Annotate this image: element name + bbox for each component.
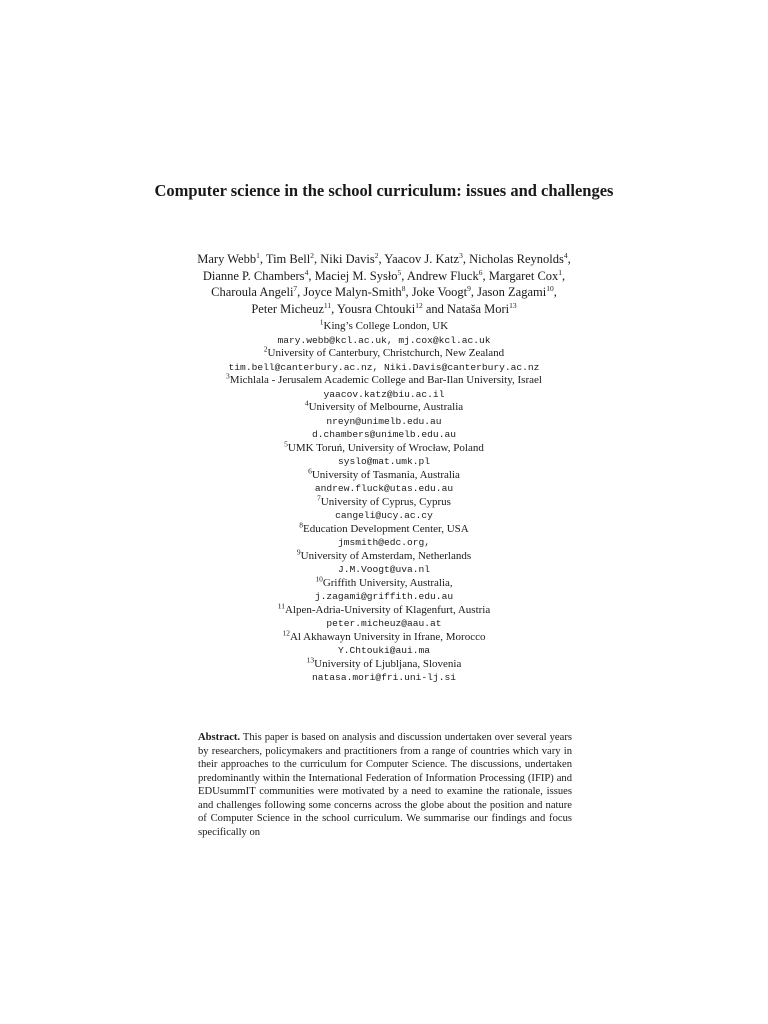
affiliation-line [150, 317, 618, 334]
affiliation-email: peter.micheuz@aau.at [326, 618, 442, 629]
affiliation-email: cangeli@ucy.ac.cy [335, 510, 433, 521]
author-affiliation-marker: 2 [310, 250, 314, 260]
author-name-text: Yaacov J. Katz [384, 252, 460, 266]
affiliation-marker: 8 [299, 519, 303, 529]
author-affiliation-marker: 13 [509, 300, 517, 310]
affiliation-marker: 10 [315, 573, 323, 583]
author-name-text: Margaret Cox [488, 268, 559, 283]
affiliation-email: nreyn@unimelb.edu.au [326, 415, 442, 427]
affiliation-email: mary.webb@kcl.ac.uk, mj.cox@kcl.ac.uk [277, 334, 491, 346]
author-name [469, 252, 568, 266]
author-list: Mary Webb$^1$, Tim Bell$^2$, Niki Davis$^2$, Yaacov J. Katz$^3$, Nicholas Reynolds$^4$, Dianne P. Chambers$^4$, Maciej M. Sysło$^5$, Andrew Fluck$^6$, Margaret Cox$^1$, Charoula Angeli$^7$, Joyce Malyn-Smith$^8$, Joke Voogt$^9$, Jason Zagami$^{10}$, Peter Micheuz$^{11}$, Yousra Chtouki$^{12}$ and Nataša Mori$^{13}$ [197, 250, 571, 316]
affiliation-org: University of Amsterdam, Netherlands [300, 549, 472, 562]
affiliation-line [150, 519, 618, 537]
author-name-text: Dianne P. Chambers [202, 268, 305, 283]
author-name [197, 252, 260, 266]
affiliation-org: University of Canterbury, Christchurch, New Zealand [267, 347, 505, 359]
author-name [251, 302, 331, 316]
affiliation-marker: 5 [284, 438, 288, 448]
author-name [320, 252, 378, 266]
author-affiliation-marker: 2 [374, 250, 379, 260]
author-name-text: Nicholas Reynolds [469, 252, 564, 266]
affiliation-email: Y.Chtouki@aui.ma [337, 645, 431, 656]
affiliation-marker: 1 [319, 317, 324, 327]
author-affiliation-marker: 5 [397, 267, 402, 277]
affiliation-org: University of Melbourne, Australia [308, 401, 464, 413]
affiliation-line [150, 573, 618, 591]
affiliation-marker: 3 [226, 371, 230, 381]
affiliation-marker: 12 [282, 627, 290, 637]
author-affiliation-marker: 6 [478, 267, 483, 277]
author-name-text: Jason Zagami [477, 285, 547, 300]
affiliation-email: jmsmith@edc.org, [337, 537, 431, 548]
affiliation-line [150, 344, 618, 361]
author-name-text: Andrew Fluck [406, 268, 479, 283]
author-name [489, 269, 562, 283]
author-name [447, 302, 517, 316]
affiliation-line [150, 438, 618, 456]
author-name [412, 285, 471, 299]
author-affiliation-marker: 9 [467, 284, 471, 294]
author-name-text: Tim Bell [265, 252, 311, 266]
author-name-text: Joke Voogt [411, 285, 468, 300]
affiliation-marker: 7 [317, 492, 321, 502]
affiliation-email: j.zagami@griffith.edu.au [314, 591, 454, 602]
author-name [384, 252, 463, 266]
affiliation-email: natasa.mori@fri.uni-lj.si [312, 672, 456, 683]
affiliation-line [150, 492, 618, 510]
affiliation-org: UMK Toruń, University of Wrocław, Poland [287, 441, 484, 454]
author-affiliation-marker: 1 [256, 250, 260, 260]
affiliation-org: University of Tasmania, Australia [311, 468, 460, 481]
author-affiliation-marker: 4 [563, 250, 568, 260]
affiliation-org: Alpen-Adria-University of Klagenfurt, Austria [284, 603, 491, 616]
affiliation-marker: 4 [304, 398, 309, 408]
paper-title: Computer science in the school curriculum: issues and challenges [154, 181, 614, 200]
affiliation-line [150, 654, 618, 672]
author-name-text: Joyce Malyn-Smith [303, 285, 402, 300]
affiliation-list [150, 317, 618, 685]
affiliation-org: Al Akhawayn University in Ifrane, Morocco [289, 630, 486, 643]
author-name [315, 269, 402, 283]
author-affiliation-marker: 12 [415, 300, 423, 310]
author-name-text: Niki Davis [320, 252, 375, 266]
author-name [477, 285, 554, 299]
author-name-text: Maciej M. Sysło [314, 268, 398, 283]
author-name [203, 269, 308, 283]
author-name-text: Yousra Chtouki [336, 301, 416, 316]
affiliation-org: University of Cyprus, Cyprus [320, 495, 451, 508]
author-name-text: Peter Micheuz [251, 301, 324, 316]
author-affiliation-marker: 4 [304, 267, 309, 277]
author-name-text: Charoula Angeli [211, 285, 294, 300]
affiliation-marker: 13 [306, 654, 315, 664]
affiliation-marker: 6 [308, 465, 312, 475]
author-affiliation-marker: 7 [293, 284, 298, 294]
author-affiliation-marker: 1 [558, 267, 563, 277]
affiliation-org: Griffith University, Australia, [322, 576, 453, 589]
affiliation-line [150, 465, 618, 483]
author-name [211, 285, 297, 299]
author-name [337, 302, 423, 316]
affiliation-marker: 2 [263, 344, 268, 354]
author-affiliation-marker: 11 [323, 300, 332, 310]
affiliation-email: d.chambers@unimelb.edu.au [312, 429, 456, 440]
author-name [303, 285, 405, 299]
affiliation-email: yaacov.katz@biu.ac.il [323, 388, 445, 400]
author-name [407, 269, 483, 283]
author-affiliation-marker: 3 [459, 250, 463, 260]
affiliation-marker: 11 [277, 600, 285, 610]
affiliation-org: University of Ljubljana, Slovenia [314, 657, 462, 670]
abstract-text: This paper is based on analysis and discussion undertaken over several years by researchers, policymakers and practitioners from a range of countries which vary in their approaches to the curriculum for Computer Science. The discussions, undertaken predominantly within the International Federation of Information Processing (IFIP) and EDUsummIT communities were motivated by a need to examine the rationale, issues and challenges following some concerns across the globe about the position and nature of Computer Science in the school curriculum. We summarise our findings and focus specifically on [198, 732, 572, 838]
affiliation-line [150, 627, 618, 645]
affiliation-line [150, 600, 618, 618]
author-name-text: Mary Webb [197, 252, 257, 266]
affiliation-marker: 9 [296, 546, 301, 556]
affiliation-email: syslo@mat.umk.pl [337, 456, 431, 467]
affiliation-email: andrew.fluck@utas.edu.au [314, 483, 454, 494]
affiliation-line [150, 398, 618, 415]
affiliation-email: tim.bell@canterbury.ac.nz, Niki.Davis@canterbury.ac.nz [228, 361, 540, 373]
affiliation-email: J.M.Voogt@uva.nl [337, 564, 431, 575]
abstract-label: Abstract. [198, 732, 241, 743]
affiliation-org: King’s College London, UK [323, 320, 449, 332]
author-affiliation-marker: 10 [546, 284, 554, 294]
affiliation-org: Michlala - Jerusalem Academic College and Bar-Ilan University, Israel [229, 374, 542, 386]
affiliation-line [150, 546, 618, 564]
affiliation-line [150, 371, 618, 388]
author-name-text: Nataša Mori [447, 301, 510, 316]
abstract [198, 731, 572, 839]
author-affiliation-marker: 8 [401, 284, 406, 294]
author-name [266, 252, 314, 266]
affiliation-org: Education Development Center, USA [303, 522, 469, 535]
